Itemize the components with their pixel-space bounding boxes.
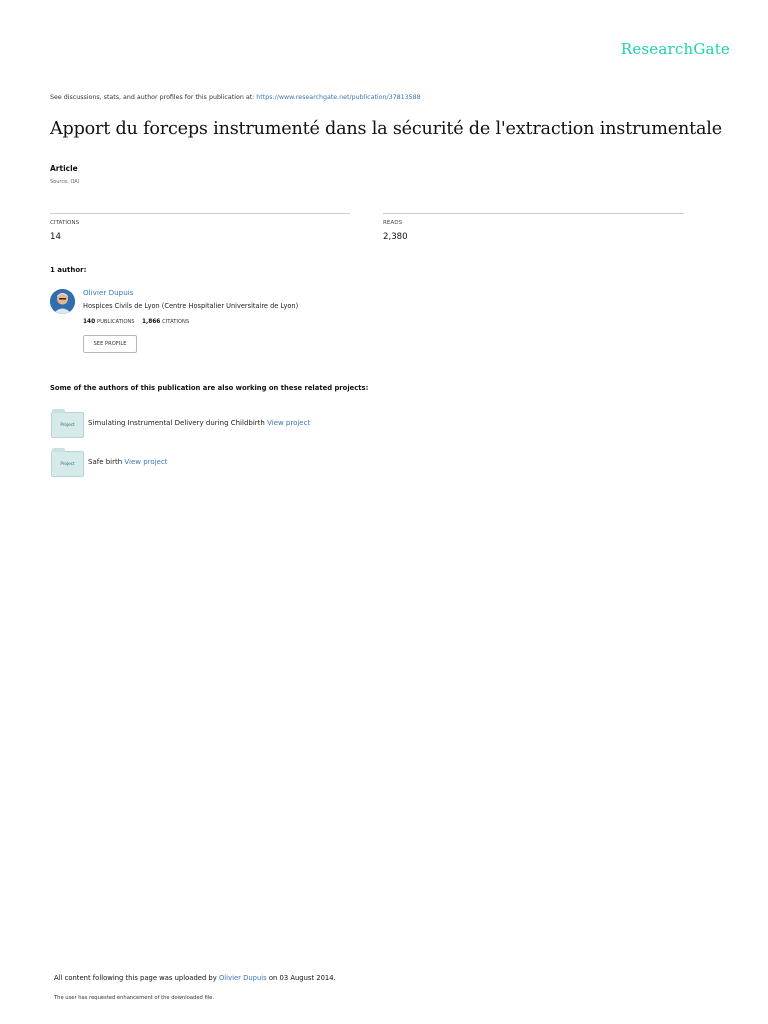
upload-prefix: All content following this page was uploaded by (54, 974, 217, 982)
project-icon-label: Project (60, 461, 75, 466)
related-project-item (88, 419, 310, 427)
related-project-item (88, 458, 168, 466)
publication-source: Source: OAI (50, 179, 80, 185)
reads-label: READS (383, 220, 403, 226)
related-projects-heading: Some of the authors of this publication are also working on these related projects: (50, 384, 369, 392)
upload-statement (54, 974, 336, 982)
uploader-link[interactable]: Olivier Dupuis (218, 974, 267, 982)
see-profile-button[interactable]: SEE PROFILE (83, 335, 137, 353)
project-folder-icon (51, 412, 84, 438)
publication-type: Article (50, 164, 78, 173)
project-title: Safe birth (88, 458, 123, 466)
upload-date: on 03 August 2014. (268, 974, 336, 982)
publication-source-line (50, 94, 421, 101)
reads-count: 2,380 (383, 232, 408, 242)
author-photo-icon (50, 289, 75, 314)
citations-count: 14 (50, 232, 61, 242)
project-icon-label: Project (60, 422, 75, 427)
author-citations-label: CITATIONS (162, 319, 190, 325)
enhancement-note: The user has requested enhancement of the downloaded file. (54, 995, 215, 1001)
project-title: Simulating Instrumental Delivery during Childbirth (88, 419, 265, 427)
authors-heading: 1 author: (50, 266, 87, 274)
author-avatar[interactable] (50, 289, 75, 314)
publications-count: 140 (83, 319, 96, 325)
see-discussions-text: See discussions, stats, and author profiles for this publication at: (50, 94, 255, 101)
view-project-link[interactable]: View project (267, 419, 311, 427)
project-folder-icon (51, 451, 84, 477)
author-name-link[interactable]: Olivier Dupuis (83, 288, 134, 297)
publication-url-link[interactable]: https://www.researchgate.net/publication/37813588 (256, 94, 421, 101)
publication-title: Apport du forceps instrumenté dans la sécurité de l'extraction instrumentale (50, 119, 722, 139)
view-project-link[interactable]: View project (124, 458, 168, 466)
author-metrics (83, 319, 189, 325)
author-citations-count: 1,866 (141, 319, 161, 325)
citations-divider (50, 213, 350, 214)
publications-label: PUBLICATIONS (96, 319, 135, 325)
citations-label: CITATIONS (50, 220, 80, 226)
reads-divider (383, 213, 684, 214)
author-affiliation: Hospices Civils de Lyon (Centre Hospitalier Universitaire de Lyon) (83, 302, 299, 310)
researchgate-logo[interactable]: ResearchGate (620, 40, 730, 58)
